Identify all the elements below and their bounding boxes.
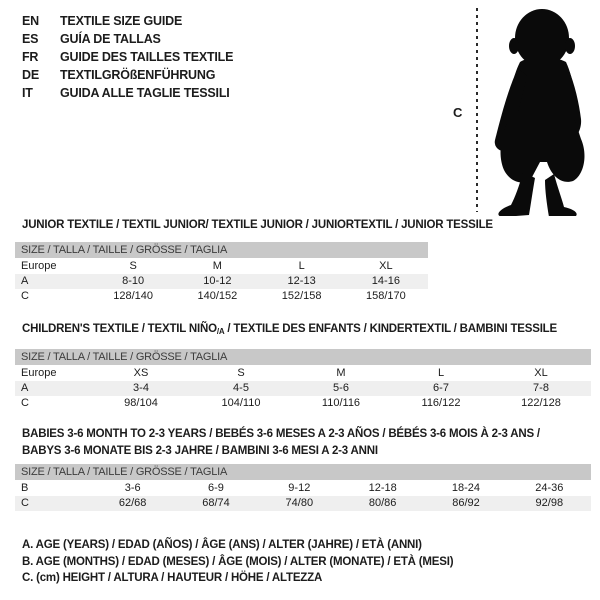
- row-label: A: [21, 275, 29, 287]
- size-cell: L: [437, 367, 445, 379]
- babies-title-line2: BABYS 3-6 MONATE BIS 2-3 JAHRE / BAMBINI 3-6 MESI A 2-3 ANNI: [22, 445, 378, 457]
- language-row: [22, 12, 233, 30]
- row-label: Europe: [21, 367, 57, 379]
- height-cell: 92/98: [535, 497, 564, 509]
- table-row-age: [15, 381, 591, 396]
- size-cell: L: [298, 260, 305, 272]
- row-label: C: [21, 290, 29, 302]
- size-cell: XL: [379, 260, 393, 272]
- table-row-age-months: [15, 481, 591, 496]
- baby-silhouette-icon: [488, 4, 600, 216]
- height-cell: 74/80: [285, 497, 314, 509]
- size-cell: XS: [133, 367, 149, 379]
- age-cell: 4-5: [233, 382, 249, 394]
- title-post: / TEXTILE DES ENFANTS / KINDERTEXTIL / BAMBINI TESSILE: [224, 323, 557, 335]
- height-cell: 128/140: [113, 290, 153, 302]
- language-row: [22, 84, 233, 102]
- height-cell: 116/122: [421, 397, 461, 409]
- guide-title-it: GUIDA ALLE TAGLIE TESSILI: [60, 86, 230, 100]
- language-code: ES: [22, 32, 39, 46]
- size-header-bar: SIZE / TALLA / TAILLE / GRÖSSE / TAGLIA: [15, 349, 591, 365]
- height-cell: 122/128: [521, 397, 561, 409]
- height-cell: 62/68: [118, 497, 147, 509]
- age-cell: 18-24: [451, 482, 481, 494]
- age-cell: 3-6: [124, 482, 141, 494]
- height-cell: 152/158: [281, 290, 322, 302]
- size-cell: XL: [534, 367, 548, 379]
- age-cell: 3-4: [133, 382, 149, 394]
- height-cell: 104/110: [221, 397, 261, 409]
- table-row-europe: [15, 366, 591, 381]
- age-cell: 9-12: [288, 482, 311, 494]
- size-cell: S: [237, 367, 245, 379]
- age-cell: 10-12: [203, 275, 232, 287]
- age-cell: 14-16: [371, 275, 400, 287]
- age-cell: 8-10: [122, 275, 145, 287]
- table-row-height: [15, 289, 428, 304]
- legend-age-months: B. AGE (MONTHS) / EDAD (MESES) / ÂGE (MOIS) / ALTER (MONATE) / ETÀ (MESI): [22, 555, 454, 568]
- title-sub: /A: [216, 327, 225, 336]
- language-code: EN: [22, 14, 39, 28]
- age-cell: 6-9: [208, 482, 224, 494]
- height-cell: 86/92: [452, 497, 480, 509]
- guide-title-es: GUÍA DE TALLAS: [60, 32, 161, 46]
- legend: [22, 537, 453, 587]
- language-row: [22, 30, 233, 48]
- guide-title-fr: GUIDE DES TAILLES TEXTILE: [60, 50, 234, 64]
- table-row-height: [15, 496, 591, 511]
- row-label: C: [21, 497, 29, 509]
- size-header-bar: SIZE / TALLA / TAILLE / GRÖSSE / TAGLIA: [15, 464, 591, 480]
- language-row: [22, 48, 233, 66]
- language-code: DE: [22, 68, 39, 82]
- legend-height: C. (cm) HEIGHT / ALTURA / HAUTEUR / HÖHE / ALTEZZA: [22, 572, 323, 584]
- height-measure-label: C: [453, 105, 463, 120]
- section-title-babies: [22, 426, 540, 460]
- size-cell: S: [129, 260, 137, 272]
- guide-title-en: TEXTILE SIZE GUIDE: [60, 14, 183, 28]
- age-cell: 5-6: [333, 382, 349, 394]
- height-cell: 80/86: [368, 497, 397, 509]
- row-label: C: [21, 397, 29, 409]
- size-cell: M: [336, 367, 346, 379]
- babies-size-table: [15, 464, 591, 511]
- age-cell: 12-18: [368, 482, 397, 494]
- height-cell: 68/74: [202, 497, 230, 509]
- section-title-junior: JUNIOR TEXTILE / TEXTIL JUNIOR/ TEXTILE JUNIOR / JUNIORTEXTIL / JUNIOR TESSILE: [22, 219, 493, 231]
- section-title-children: [22, 321, 557, 340]
- legend-age-years: A. AGE (YEARS) / EDAD (AÑOS) / ÂGE (ANS) / ALTER (JAHRE) / ETÀ (ANNI): [22, 539, 422, 551]
- children-size-table: [15, 349, 591, 411]
- title-pre: CHILDREN'S TEXTILE / TEXTIL NIÑO: [22, 323, 217, 335]
- age-cell: 24-36: [535, 482, 564, 494]
- height-cell: 110/116: [321, 397, 361, 409]
- language-header: [22, 12, 233, 102]
- language-code: IT: [22, 86, 33, 100]
- language-row: [22, 66, 233, 84]
- row-label: Europe: [21, 260, 57, 272]
- table-row-europe: [15, 259, 428, 274]
- age-cell: 12-13: [287, 275, 316, 287]
- language-code: FR: [22, 50, 39, 64]
- size-cell: M: [212, 260, 222, 272]
- height-cell: 98/104: [124, 397, 158, 409]
- age-cell: 7-8: [533, 382, 549, 394]
- row-label: A: [21, 382, 29, 394]
- height-cell: 140/152: [197, 290, 238, 302]
- table-row-height: [15, 396, 591, 411]
- babies-title-line1: BABIES 3-6 MONTH TO 2-3 YEARS / BEBÉS 3-6 MESES A 2-3 AÑOS / BÉBÉS 3-6 MOIS À 2-3 ANS /: [22, 428, 540, 440]
- size-header-bar: SIZE / TALLA / TAILLE / GRÖSSE / TAGLIA: [15, 242, 428, 258]
- age-cell: 6-7: [433, 382, 449, 394]
- row-label: B: [21, 482, 29, 494]
- junior-size-table: [15, 242, 428, 304]
- height-measure-dashed-line: [476, 8, 478, 212]
- table-row-age: [15, 274, 428, 289]
- height-cell: 158/170: [365, 290, 406, 302]
- guide-title-de: TEXTILGRÖßENFÜHRUNG: [60, 68, 216, 82]
